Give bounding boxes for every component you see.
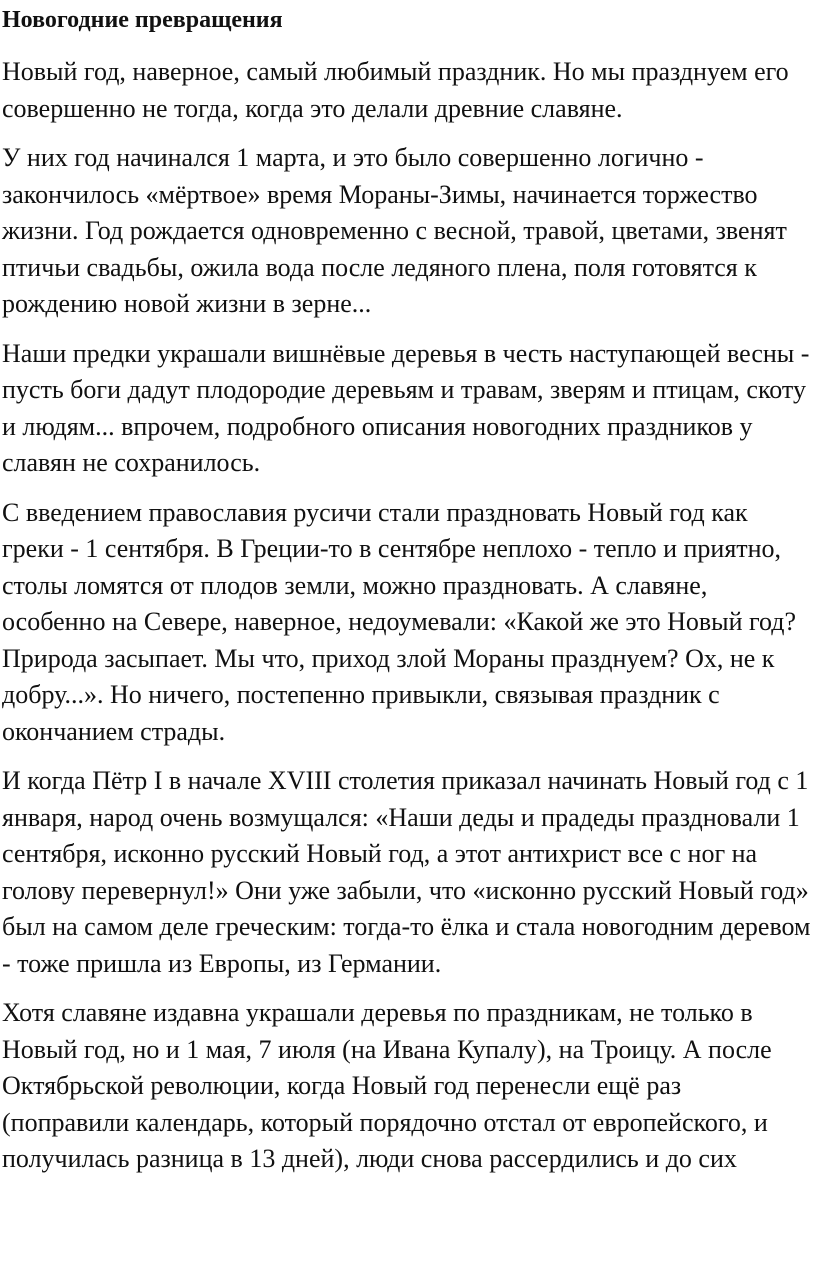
paragraph-4: С введением православия русичи стали праздновать Новый год как греки - 1 сентября. В Греции-то в сентябре неплохо - тепло и приятно, столы ломятся от плодов земли, можно праздновать. А славяне, особенно на Севере, наверное, недоумевали: «Какой же это Новый год? Природа засыпает. Мы что, приход злой Мораны празднуем? Ох, не к добру...». Но ничего, постепенно привыкли, связывая праздник с окончанием страды.: [2, 497, 797, 746]
document-title: Новогодние превращения: [2, 7, 283, 33]
paragraph-1: Новый год, наверное, самый любимый праздник. Но мы празднуем его совершенно не тогда, когда это делали древние славяне.: [2, 57, 789, 123]
paragraph-6: Хотя славяне издавна украшали деревья по праздникам, не только в Новый год, но и 1 мая, 7 июля (на Ивана Купалу), на Троицу. А после Октябрьской революции, когда Новый год перенесли ещё раз (поправили календарь, который порядочно отстал от европейского, и получилась разница в 13 дней), люди снова рассердились и до сих: [2, 998, 772, 1173]
paragraph-3: Наши предки украшали вишнёвые деревья в честь наступающей весны - пусть боги дадут плодородие деревьям и травам, зверям и птицам, скоту и людям... впрочем, подробного описания новогодних праздников у славян не сохранилось.: [2, 338, 810, 477]
paragraph-2: У них год начинался 1 марта, и это было совершенно логично - закончилось «мёртвое» время Мораны-Зимы, начинается торжество жизни. Год рождается одновременно с весной, травой, цветами, звенят птичьи свадьбы, ожила вода после ледяного плена, поля готовятся к рождению новой жизни в зерне...: [2, 143, 787, 318]
paragraph-5: И когда Пётр I в начале XVIII столетия приказал начинать Новый год с 1 января, народ очень возмущался: «Наши деды и прадеды праздновали 1 сентября, исконно русский Новый год, а этот антихрист все с ног на голову перевернул!» Они уже забыли, что «исконно русский Новый год» был на самом деле греческим: тогда-то ёлка и стала новогодним деревом - тоже пришла из Европы, из Германии.: [2, 766, 811, 978]
